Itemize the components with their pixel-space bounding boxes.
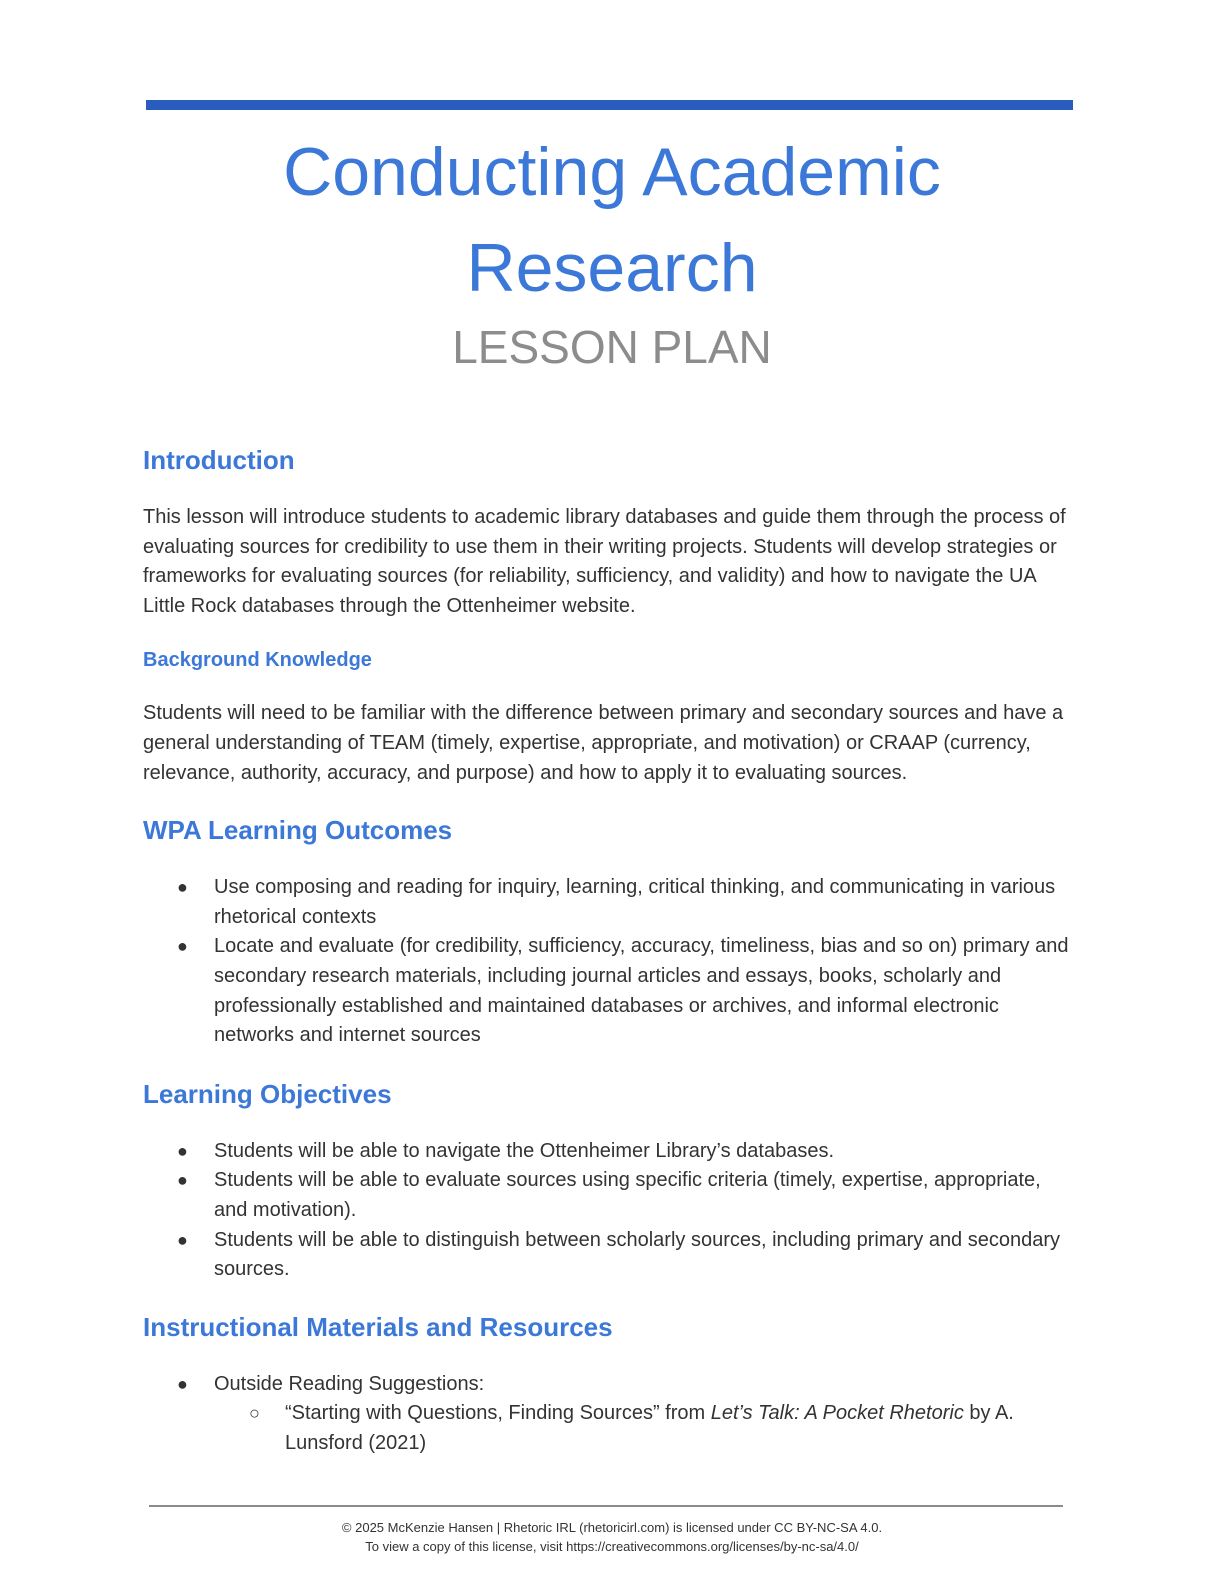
list-item: ● Students will be able to navigate the Ottenheimer Library’s databases. [214, 1137, 1078, 1167]
materials-section [143, 1307, 1078, 1459]
background-text: Students will need to be familiar with the difference between primary and secondary sources and have a general understanding of TEAM (timely, expertise, appropriate, and motivation) or CRAAP (currency, relevance, authority, accuracy, and purpose) and how to apply it to evaluating sources. [143, 702, 1064, 784]
introduction-section [143, 440, 1078, 621]
introduction-heading: Introduction [143, 445, 295, 475]
materials-list [143, 1370, 1078, 1459]
bullet-icon: ● [177, 936, 188, 957]
document-body [143, 440, 1078, 1458]
sub-list-item: ○ “Starting with Questions, Finding Sources” from Let’s Talk: A Pocket Rhetoric by A. Lunsford (2021) [285, 1399, 1078, 1458]
wpa-list [143, 873, 1078, 1051]
list-item: ● Locate and evaluate (for credibility, sufficiency, accuracy, timeliness, bias and so on) primary and secondary research materials, including journal articles and essays, books, scholarly and professionally established and maintained databases or archives, and informal electronic networks and internet sources [214, 932, 1078, 1050]
bullet-icon: ● [177, 1140, 188, 1161]
list-item: ● Outside Reading Suggestions: ○ “Starting with Questions, Finding Sources” from Let’s Talk: A Pocket Rhetoric by A. Lunsford (2021) [214, 1370, 1078, 1459]
page-title [0, 124, 1224, 316]
footer-rule [149, 1505, 1063, 1507]
list-item: ● Use composing and reading for inquiry, learning, critical thinking, and communicating in various rhetorical contexts [214, 873, 1078, 932]
materials-heading: Instructional Materials and Resources [143, 1311, 613, 1342]
license-line-2: To view a copy of this license, visit https://creativecommons.org/licenses/by-nc-sa/4.0/ [365, 1539, 859, 1554]
title-line-2: Research [466, 230, 758, 306]
license-footer [0, 1518, 1224, 1556]
wpa-section [143, 810, 1078, 1051]
bullet-icon: ● [177, 1373, 188, 1394]
hollow-bullet-icon: ○ [249, 1403, 260, 1424]
bullet-icon: ● [177, 1229, 188, 1250]
objectives-heading: Learning Objectives [143, 1078, 392, 1109]
objectives-list [143, 1137, 1078, 1285]
background-section [143, 645, 1078, 788]
top-rule [146, 100, 1073, 110]
list-item: ● Students will be able to distinguish between scholarly sources, including primary and secondary sources. [214, 1226, 1078, 1285]
background-heading: Background Knowledge [143, 649, 372, 672]
page-subtitle: LESSON PLAN [452, 321, 772, 373]
materials-sublist [214, 1399, 1078, 1458]
objectives-section [143, 1074, 1078, 1285]
list-item: ● Students will be able to evaluate sources using specific criteria (timely, expertise, appropriate, and motivation). [214, 1166, 1078, 1225]
license-line-1: © 2025 McKenzie Hansen | Rhetoric IRL (rhetoricirl.com) is licensed under CC BY-NC-SA 4.0. [341, 1520, 883, 1535]
bullet-icon: ● [177, 877, 188, 898]
bullet-icon: ● [177, 1170, 188, 1191]
book-title: Let’s Talk: A Pocket Rhetoric [710, 1402, 964, 1425]
wpa-heading: WPA Learning Outcomes [143, 815, 453, 846]
title-line-1: Conducting Academic [283, 134, 941, 210]
introduction-text: This lesson will introduce students to academic library databases and guide them through the process of evaluating sources for credibility to use them in their writing projects. Students will develop strategies or frameworks for evaluating sources (for reliability, sufficiency, and validity) and how to navigate the UA Little Rock databases through the Ottenheimer website. [143, 506, 1066, 617]
